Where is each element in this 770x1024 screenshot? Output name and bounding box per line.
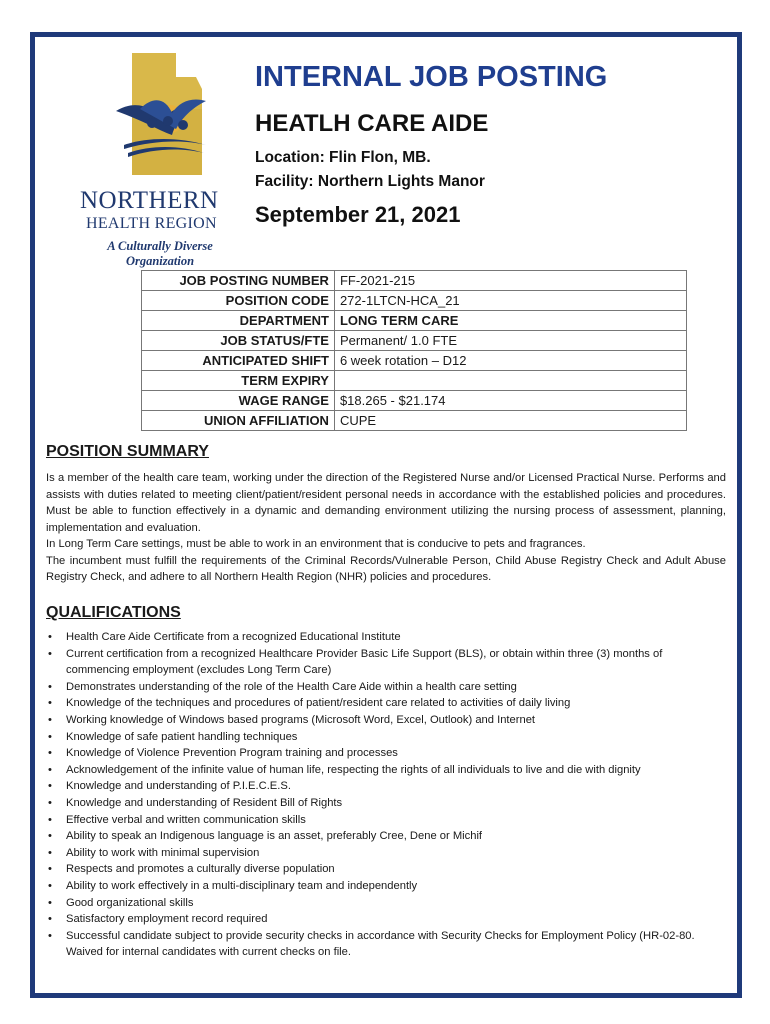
- list-item: • Ability to work with minimal supervision: [46, 845, 726, 862]
- page-title: INTERNAL JOB POSTING: [255, 61, 608, 93]
- table-row: [142, 391, 687, 411]
- list-item: • Knowledge and understanding of P.I.E.C.E.S.: [46, 778, 726, 795]
- list-item: • Satisfactory employment record required: [46, 911, 726, 928]
- list-item: • Good organizational skills: [46, 895, 726, 912]
- list-item: • Acknowledgement of the infinite value of human life, respecting the rights of all individuals to live and die with dignity: [46, 762, 726, 779]
- detail-label: ANTICIPATED SHIFT: [142, 351, 335, 371]
- list-item: • Respects and promotes a culturally diverse population: [46, 861, 726, 878]
- list-item: • Effective verbal and written communication skills: [46, 812, 726, 829]
- list-item: • Knowledge and understanding of Resident Bill of Rights: [46, 795, 726, 812]
- table-row: [142, 311, 687, 331]
- list-item: • Successful candidate subject to provide security checks in accordance with Security Checks for Employment Policy (HR-02-80. Waived for internal candidates with current checks on file.: [46, 928, 726, 961]
- list-item: • Working knowledge of Windows based programs (Microsoft Word, Excel, Outlook) and Internet: [46, 712, 726, 729]
- posting-date: September 21, 2021: [255, 202, 461, 227]
- logo-name-line2: HEALTH REGION: [86, 215, 217, 232]
- summary-paragraph: In Long Term Care settings, must be able to work in an environment that is conducive to pets and fragrances.: [46, 538, 586, 550]
- manitoba-map-logo-icon: [110, 49, 210, 181]
- logo-tagline: A Culturally Diverse Organization: [107, 239, 213, 268]
- posting-header: [255, 59, 607, 229]
- facility-text: Facility: Northern Lights Manor: [255, 173, 485, 190]
- list-item: • Knowledge of safe patient handling techniques: [46, 729, 726, 746]
- qualifications-heading: QUALIFICATIONS: [46, 604, 181, 621]
- logo-name-line1: NORTHERN: [80, 187, 219, 214]
- location-text: Location: Flin Flon, MB.: [255, 149, 431, 166]
- list-item: • Ability to speak an Indigenous language is an asset, preferably Cree, Dene or Michif: [46, 828, 726, 845]
- detail-label: UNION AFFILIATION: [142, 411, 335, 431]
- detail-value: FF-2021-215: [334, 271, 686, 291]
- summary-body: [46, 470, 726, 586]
- detail-value: LONG TERM CARE: [334, 311, 686, 331]
- organization-logo: [80, 49, 240, 268]
- detail-value: Permanent/ 1.0 FTE: [334, 331, 686, 351]
- qualifications-list: [46, 629, 726, 961]
- summary-paragraph: Is a member of the health care team, working under the direction of the Registered Nurse and/or Licensed Practical Nurse. Performs and assists with duties related to meeting client/patient/resident personal needs in accordance with the established policies and procedures. Must be able to function effectively in a dynamic and demanding environment utilizing the nursing process of assessment, planning, implementation and evaluation.: [46, 472, 726, 534]
- position-title: HEATLH CARE AIDE: [255, 110, 489, 137]
- detail-value: [334, 371, 686, 391]
- list-item: • Current certification from a recognized Healthcare Provider Basic Life Support (BLS), or obtain within three (3) months of commencing employment (excludes Long Term Care): [46, 646, 726, 679]
- list-item: • Knowledge of Violence Prevention Program training and processes: [46, 745, 726, 762]
- table-row: [142, 291, 687, 311]
- list-item: • Ability to work effectively in a multi-disciplinary team and independently: [46, 878, 726, 895]
- detail-value: 6 week rotation – D12: [334, 351, 686, 371]
- detail-label: POSITION CODE: [142, 291, 335, 311]
- detail-label: TERM EXPIRY: [142, 371, 335, 391]
- detail-label: DEPARTMENT: [142, 311, 335, 331]
- detail-label: JOB STATUS/FTE: [142, 331, 335, 351]
- summary-heading: POSITION SUMMARY: [46, 443, 209, 460]
- detail-value: $18.265 - $21.174: [334, 391, 686, 411]
- table-row: [142, 411, 687, 431]
- list-item: • Demonstrates understanding of the role of the Health Care Aide within a health care setting: [46, 679, 726, 696]
- table-row: [142, 331, 687, 351]
- document-frame: [30, 32, 742, 998]
- detail-label: WAGE RANGE: [142, 391, 335, 411]
- summary-paragraph: The incumbent must fulfill the requirements of the Criminal Records/Vulnerable Person, Child Abuse Registry Check and Adult Abuse Registry Check, and adhere to all Northern Health Region (NHR) policies and procedures.: [46, 554, 726, 583]
- table-row: [142, 351, 687, 371]
- detail-label: JOB POSTING NUMBER: [142, 271, 335, 291]
- job-details-table: [141, 270, 687, 431]
- detail-value: CUPE: [334, 411, 686, 431]
- detail-value: 272-1LTCN-HCA_21: [334, 291, 686, 311]
- table-row: [142, 371, 687, 391]
- list-item: • Knowledge of the techniques and procedures of patient/resident care related to activities of daily living: [46, 695, 726, 712]
- list-item: • Health Care Aide Certificate from a recognized Educational Institute: [46, 629, 726, 646]
- table-row: [142, 271, 687, 291]
